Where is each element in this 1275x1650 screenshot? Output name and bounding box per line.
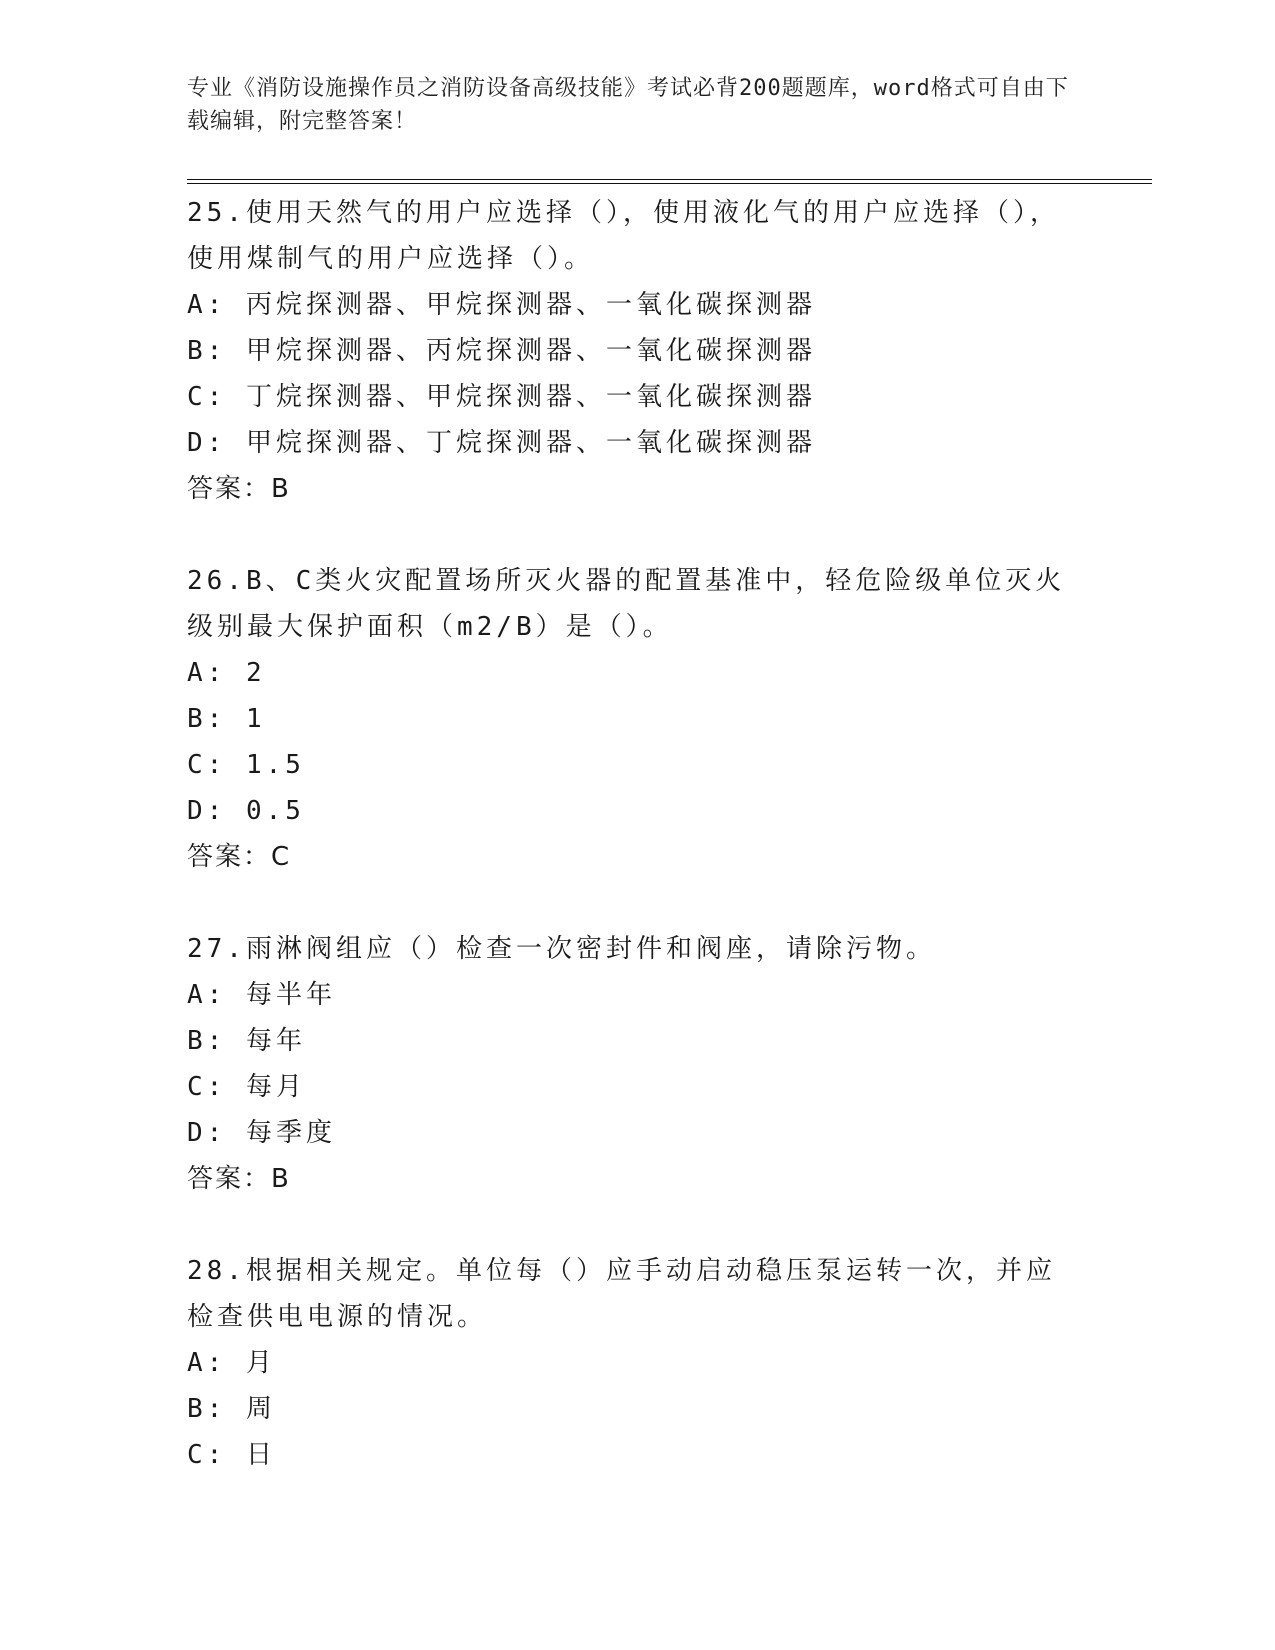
question-list [187,190,1087,1478]
option-c: C: 每月 [187,1072,306,1102]
option-a: A: 每半年 [187,980,336,1010]
option-a: A: 2 [187,658,266,688]
answer-text: 答案：B [187,1164,291,1194]
question-26 [187,558,1087,880]
answer-text: 答案：C [187,842,292,872]
option-d: D: 甲烷探测器、丁烷探测器、一氧化碳探测器 [187,428,816,458]
option-c: C: 1.5 [187,750,305,780]
document-header: 专业《消防设施操作员之消防设备高级技能》考试必背200题题库，word格式可自由下载编辑，附完整答案！ [187,76,1069,134]
question-text: 27.雨淋阀组应（）检查一次密封件和阀座，请除污物。 [187,934,936,964]
option-b: B: 每年 [187,1026,306,1056]
question-text: 28.根据相关规定。单位每（）应手动启动稳压泵运转一次，并应检查供电电源的情况。 [187,1256,1056,1332]
question-25 [187,190,1087,512]
header-divider-top [187,179,1152,180]
spacer [187,880,1087,926]
option-c: C: 日 [187,1440,276,1470]
spacer [187,512,1087,558]
option-b: B: 周 [187,1394,276,1424]
option-a: A: 丙烷探测器、甲烷探测器、一氧化碳探测器 [187,290,816,320]
option-b: B: 甲烷探测器、丙烷探测器、一氧化碳探测器 [187,336,816,366]
spacer [187,1202,1087,1248]
answer-text: 答案：B [187,474,291,504]
question-27 [187,926,1087,1202]
question-text: 26.B、C类火灾配置场所灭火器的配置基准中，轻危险级单位灭火级别最大保护面积（m2/B）是（）。 [187,566,1066,642]
option-a: A: 月 [187,1348,276,1378]
option-c: C: 丁烷探测器、甲烷探测器、一氧化碳探测器 [187,382,816,412]
question-text: 25.使用天然气的用户应选择（），使用液化气的用户应选择（），使用煤制气的用户应选择（）。 [187,198,1060,274]
question-28 [187,1248,1087,1478]
option-d: D: 0.5 [187,796,305,826]
header-divider-bottom [187,183,1152,184]
option-d: D: 每季度 [187,1118,336,1148]
option-b: B: 1 [187,704,266,734]
